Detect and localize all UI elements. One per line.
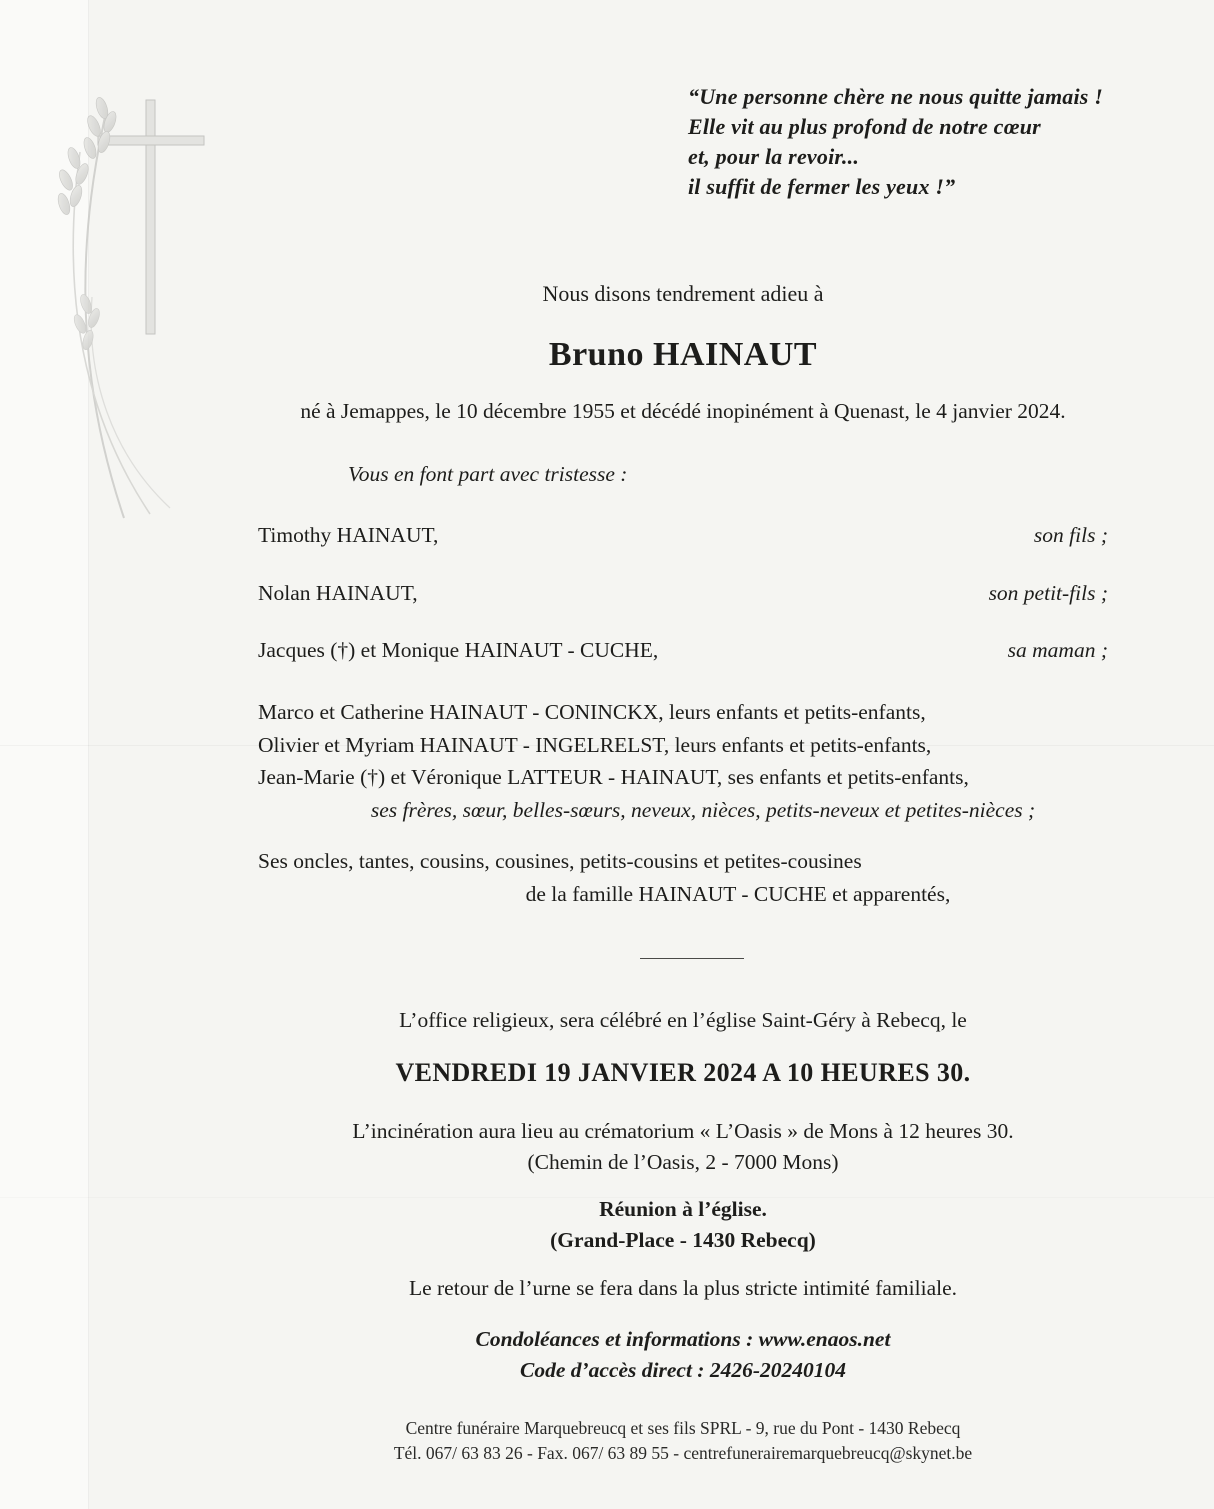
service-intro: L’office religieux, sera célébré en l’église Saint-Géry à Rebecq, le xyxy=(399,1008,967,1032)
relative-relation: sa maman ; xyxy=(1007,638,1108,662)
extended-family-line: de la famille HAINAUT - CUCHE et apparentés, xyxy=(525,881,951,906)
relative-row xyxy=(258,581,1108,606)
condolences-block xyxy=(258,1324,1108,1386)
relative-name: Nolan HAINAUT, xyxy=(258,581,418,605)
meeting-line: Réunion à l’église. xyxy=(599,1197,767,1221)
family-line: Marco et Catherine HAINAUT - CONINCKX, leurs enfants et petits-enfants, xyxy=(258,700,926,724)
condolences-line: Condoléances et informations : www.enaos.net xyxy=(475,1327,891,1351)
cremation-line: L’incinération aura lieu au crématorium « L’Oasis » de Mons à 12 heures 30. xyxy=(352,1119,1014,1143)
funeral-home-address: Centre funéraire Marquebreucq et ses fils SPRL - 9, rue du Pont - 1430 Rebecq xyxy=(405,1418,961,1438)
family-line: Olivier et Myriam HAINAUT - INGELRELST, leurs enfants et petits-enfants, xyxy=(258,732,932,757)
cross-wheat-icon xyxy=(28,92,258,522)
meeting-address: (Grand-Place - 1430 Rebecq) xyxy=(550,1228,816,1252)
quote-line: “Une personne chère ne nous quitte jamais ! xyxy=(688,84,1104,109)
relative-name: Timothy HAINAUT, xyxy=(258,523,439,547)
extended-family-block xyxy=(258,845,1108,910)
announcement-lead: Vous en font part avec tristesse : xyxy=(348,462,628,486)
siblings-block xyxy=(258,696,1108,826)
relative-relation: son petit-fils ; xyxy=(988,581,1108,605)
relative-relation: son fils ; xyxy=(1033,523,1108,547)
funeral-home-footer xyxy=(258,1416,1108,1466)
life-dates: né à Jemappes, le 10 décembre 1955 et décédé inopinément à Quenast, le 4 janvier 2024. xyxy=(300,399,1066,423)
cremation-block xyxy=(258,1116,1108,1178)
quote-line: il suffit de fermer les yeux !” xyxy=(688,174,956,199)
meeting-block xyxy=(258,1194,1108,1256)
relative-row xyxy=(258,523,1108,548)
condolences-code: Code d’accès direct : 2426-20240104 xyxy=(519,1358,846,1382)
relative-name: Jacques (†) et Monique HAINAUT - CUCHE, xyxy=(258,638,659,662)
farewell-intro: Nous disons tendrement adieu à xyxy=(542,281,824,306)
deceased-name: Bruno HAINAUT xyxy=(548,336,818,373)
funeral-home-contact: Tél. 067/ 63 83 26 - Fax. 067/ 63 89 55 - centrefunerairemarquebreucq@skynet.be xyxy=(393,1443,973,1463)
extended-family-line: Ses oncles, tantes, cousins, cousines, petits-cousins et petites-cousines xyxy=(258,849,862,873)
cross-wheat-illustration xyxy=(28,92,258,527)
cremation-address: (Chemin de l’Oasis, 2 - 7000 Mons) xyxy=(527,1150,839,1174)
section-divider xyxy=(640,958,744,959)
urn-notice: Le retour de l’urne se fera dans la plus stricte intimité familiale. xyxy=(408,1276,958,1300)
family-relation-line: ses frères, sœur, belles-sœurs, neveux, nièces, petits-neveux et petites-nièces ; xyxy=(370,797,1036,822)
memorial-quote xyxy=(688,82,1103,202)
relative-row xyxy=(258,638,1108,663)
service-datetime: VENDREDI 19 JANVIER 2024 A 10 HEURES 30. xyxy=(395,1058,971,1087)
quote-line: et, pour la revoir... xyxy=(688,144,860,169)
family-line: Jean-Marie (†) et Véronique LATTEUR - HAINAUT, ses enfants et petits-enfants, xyxy=(258,765,969,789)
quote-line: Elle vit au plus profond de notre cœur xyxy=(688,114,1041,139)
